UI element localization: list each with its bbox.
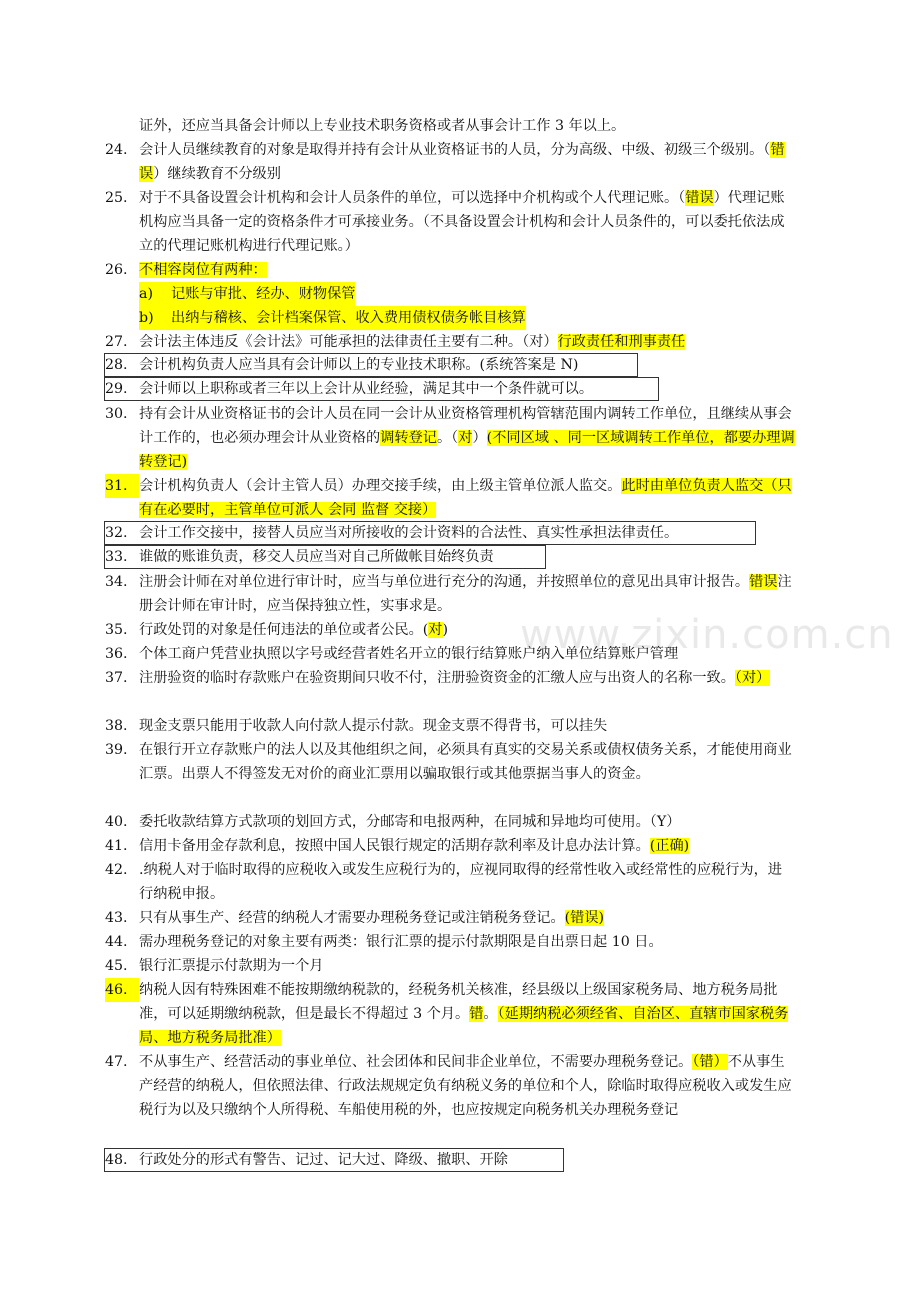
answer-highlight: （对） [734,670,771,686]
answer-highlight: （错） [692,1054,728,1070]
question-42: 42. .纳税人对于临时取得的应税收入或发生应税行为的，应视同取得的经常性收入或经常性的应税行为，进行纳税申报。 [105,862,782,902]
question-34: 34. 注册会计师在对单位进行审计时，应当与单位进行充分的沟通，并按照单位的意见出具审计报告。错误注册会计师在审计时，应当保持独立性，实事求是。 [105,574,792,614]
question-38: 38. 现金支票只能用于收款人向付款人提示付款。现金支票不得背书，可以挂失 [105,718,608,734]
answer-highlight: （延期纳税必须经省、自治区、直辖市国家税务局、地方税务局批准） [139,1006,789,1046]
question-39: 39. 在银行开立存款账户的法人以及其他组织之间，必须具有真实的交易关系或债权债务关系，才能使用商业汇票。出票人不得签发无对价的商业汇票用以骗取银行或其他票据当事人的资金。 [105,742,792,782]
answer-highlight: 不相容岗位有两种： [139,262,267,278]
answer-highlight: 对 [428,622,443,638]
question-24: 24. 会计人员继续教育的对象是取得并持有会计从业资格证书的人员，分为高级、中级、初级三个级别。（错误）继续教育不分级别 [105,142,785,182]
question-45: 45. 银行汇票提示付款期为一个月 [105,958,324,974]
question-48: 48. 行政处分的形式有警告、记过、记大过、降级、撤职、开除 [105,1152,508,1168]
question-47: 47. 不从事生产、经营活动的事业单位、社会团体和民间非企业单位，不需要办理税务登记。（错）不从事生产经营的纳税人，但依照法律、行政法规规定负有纳税义务的单位和个人，除临时取得应税收入或发生应税行为以及只缴纳个人所得税、车船使用税的外，也应按规定向税务机关办理税务登记 [105,1054,792,1118]
continuation-line: 证外，还应当具备会计师以上专业技术职务资格或者从事会计工作 3 年以上。 [139,118,626,134]
question-37: 37. 注册验资的临时存款账户在验资期间只收不付，注册验资资金的汇缴人应与出资人的名称一致。（对） [105,670,771,686]
answer-highlight: 此时由单位负责人监交（只有在必要时，主管单位可派人 会同 监督 交接） [139,478,792,518]
question-26-sub-b: b) 出纳与稽核、会计档案保管、收入费用债权债务帐目核算 [139,306,526,330]
question-27: 27. 会计法主体违反《会计法》可能承担的法律责任主要有二种。（对）行政责任和刑事责任 [105,334,686,350]
question-33: 33. 谁做的账谁负责，移交人员应当对自己所做帐目始终负责 [105,549,494,565]
answer-highlight: 错误 [749,574,778,590]
question-28: 28. 会计机构负责人应当具有会计师以上的专业技术职称。(系统答案是 N) [105,357,579,373]
question-29: 29. 会计师以上职称或者三年以上会计从业经验，满足其中一个条件就可以。 [105,381,594,397]
question-43: 43. 只有从事生产、经营的纳税人才需要办理税务登记或注销税务登记。(错误) [105,910,605,926]
question-46: 46. 纳税人因有特殊困难不能按期缴纳税款的，经税务机关核准，经县级以上级国家税务局、地方税务局批准，可以延期缴纳税款，但是最长不得超过 3 个月。错。（延期纳税必须经省、自治区、直辖市国家税务局、地方税务局批准） [105,978,795,1050]
answer-highlight: (正确) [649,838,690,854]
answer-highlight: 错 [469,1006,484,1022]
answer-highlight: 调转登记 [380,430,437,446]
question-30: 30. 持有会计从业资格证书的会计人员在同一会计从业资格管理机构管辖范围内调转工作单位，且继续从事会计工作的，也必须办理会计从业资格的调转登记。（对）(不同区域 、同一区域调转工作单位，都要办理调转登记) [105,406,795,470]
question-31: 31. 会计机构负责人（会计主管人员）办理交接手续，由上级主管单位派人监交。此时由单位负责人监交（只有在必要时，主管单位可派人 会同 监督 交接） [105,474,795,522]
answer-highlight: 对 [458,430,473,446]
question-41: 41. 信用卡备用金存款利息，按照中国人民银行规定的活期存款利率及计息办法计算。(正确) [105,838,690,854]
question-26-sub-a: a) 记账与审批、经办、财物保管 [139,282,355,306]
question-25: 25. 对于不具备设置会计机构和会计人员条件的单位，可以选择中介机构或个人代理记账。（错误）代理记账机构应当具备一定的资格条件才可承接业务。（不具备设置会计机构和会计人员条件的，可以委托依法成立的代理记账机构进行代理记账。） [105,190,785,254]
question-36: 36. 个体工商户凭营业执照以字号或经营者姓名开立的银行结算账户纳入单位结算账户管理 [105,646,679,662]
watermark: www.zixin.com.cn [520,612,894,658]
question-26: 26. 不相容岗位有两种： [105,262,267,278]
question-44: 44. 需办理税务登记的对象主要有两类：银行汇票的提示付款期限是自出票日起 10 日。 [105,934,663,950]
answer-highlight: 错误 [685,190,714,206]
question-40: 40. 委托收款结算方式款项的划回方式，分邮寄和电报两种，在同城和异地均可使用。（Y） [105,814,681,830]
question-32: 32. 会计工作交接中，接替人员应当对所接收的会计资料的合法性、真实性承担法律责任。 [105,525,679,541]
answer-highlight: 错误 [139,142,785,182]
answer-highlight: (错误) [564,910,605,926]
answer-highlight: (不同区域 、同一区域调转工作单位，都要办理调转登记) [139,430,795,470]
answer-highlight: 行政责任和刑事责任 [557,334,686,350]
question-35: 35. 行政处罚的对象是任何违法的单位或者公民。(对) [105,622,449,638]
